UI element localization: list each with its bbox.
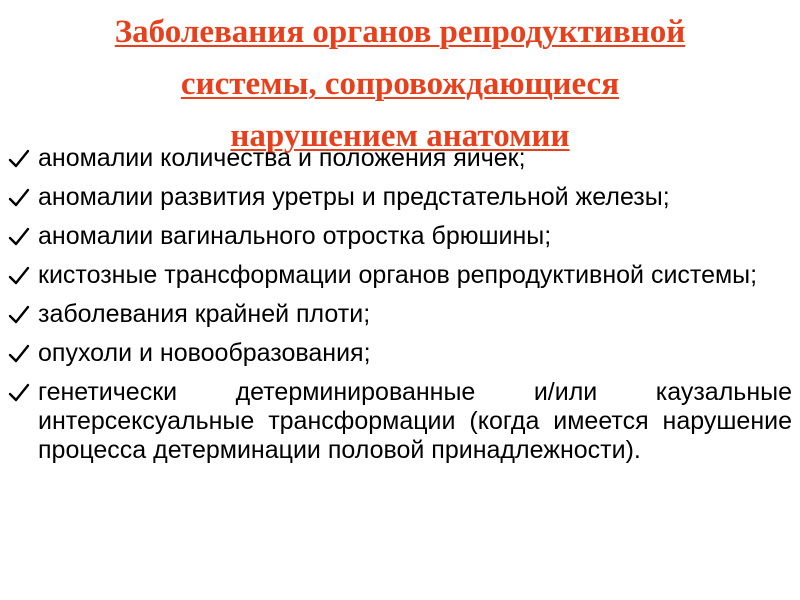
checkmark-icon: [8, 226, 30, 248]
bullet-text: генетически детерминированные и/или каузальные интерсексуальные трансформации (когда имеется нарушение процесса детерминации половой принадлежности).: [38, 378, 792, 464]
checkmark-icon: [8, 187, 30, 209]
bullet-text: опухоли и новообразования;: [38, 339, 371, 367]
bullet-text: аномалии вагинального отростка брюшины;: [38, 222, 552, 250]
checkmark-icon: [8, 382, 30, 404]
bullet-text: аномалии развития уретры и предстательной железы;: [38, 183, 670, 211]
title-line: системы, сопровождающиеся: [180, 66, 620, 102]
bullet-text: кистозные трансформации органов репродуктивной системы;: [38, 261, 758, 289]
bullet-item: [8, 144, 792, 173]
slide-title: [20, 6, 780, 162]
checkmark-icon: [8, 304, 30, 326]
checkmark-icon: [8, 148, 30, 170]
bullet-item: [8, 222, 792, 251]
title-line: нарушением анатомии: [230, 118, 570, 154]
title-line: Заболевания органов репродуктивной: [114, 14, 686, 50]
bullet-item: [8, 183, 792, 212]
bullet-item: [8, 378, 792, 465]
bullet-text: аномалии количества и положения яичек;: [38, 144, 526, 172]
bullet-list: [8, 144, 792, 475]
bullet-item: [8, 339, 792, 368]
checkmark-icon: [8, 343, 30, 365]
checkmark-icon: [8, 265, 30, 287]
bullet-item: [8, 261, 792, 290]
bullet-item: [8, 300, 792, 329]
bullet-text: заболевания крайней плоти;: [38, 300, 371, 328]
